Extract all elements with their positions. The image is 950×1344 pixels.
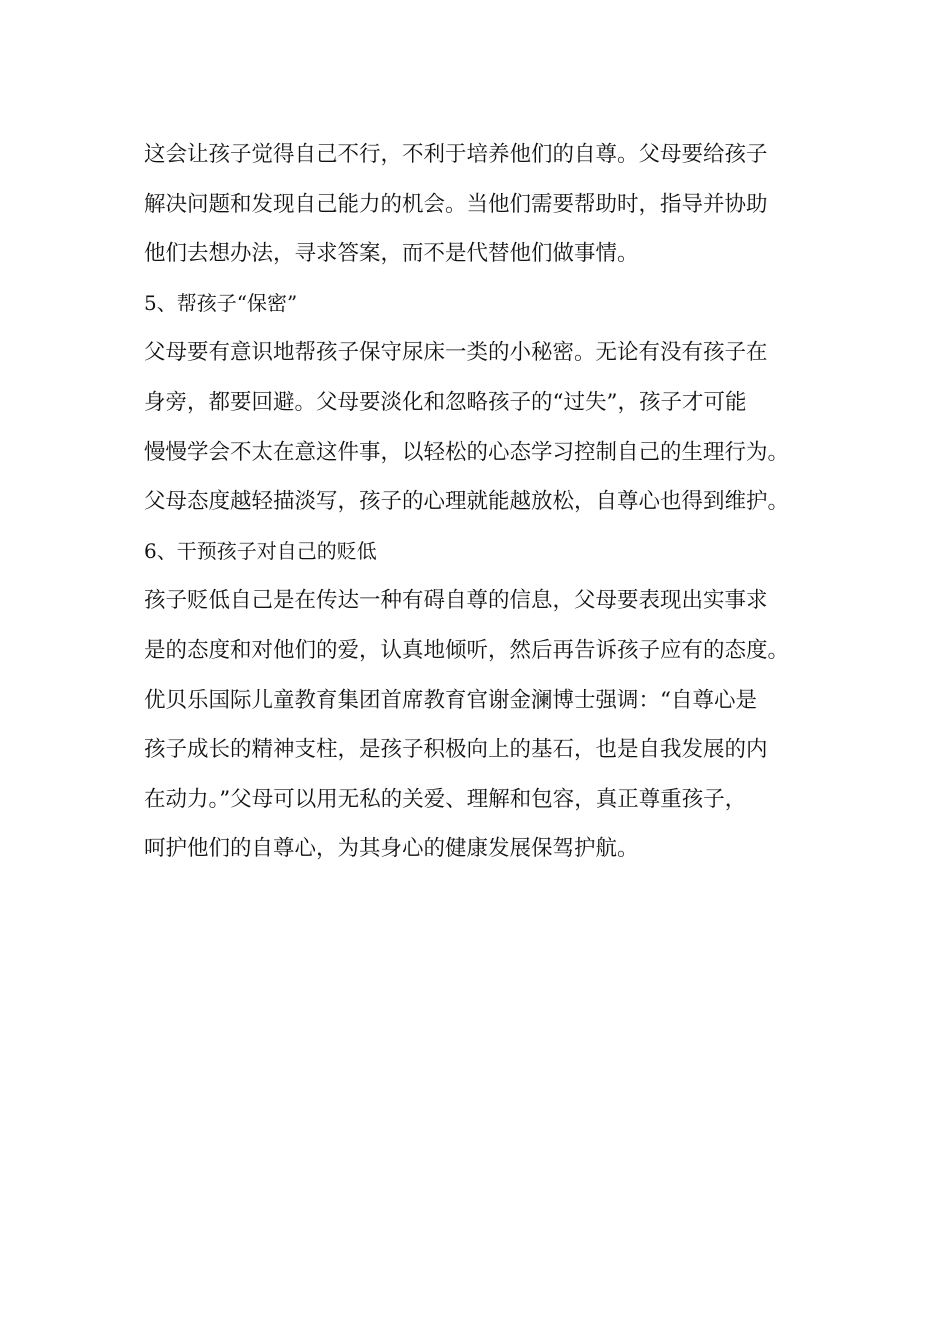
paragraph-line: 在动力。”父母可以用无私的关爱、理解和包容，真正尊重孩子，	[144, 786, 747, 812]
paragraph-line: 优贝乐国际儿童教育集团首席教育官谢金澜博士强调：“自尊心是	[144, 687, 757, 713]
paragraph-line: 这会让孩子觉得自己不行，不利于培养他们的自尊。父母要给孩子	[144, 142, 768, 167]
paragraph-line: 孩子贬低自己是在传达一种有碍自尊的信息，父母要表现出实事求	[144, 588, 768, 614]
paragraph-line: 他们去想办法，寻求答案，而不是代替他们做事情。	[144, 241, 639, 267]
section-heading-6: 6、干预孩子对自己的贬低	[144, 538, 377, 563]
paragraph-line: 孩子成长的精神支柱，是孩子积极向上的基石，也是自我发展的内	[144, 737, 768, 763]
paragraph-line: 身旁，都要回避。父母要淡化和忽略孩子的“过失”，孩子才可能	[144, 389, 747, 415]
paragraph-line: 父母要有意识地帮孩子保守尿床一类的小秘密。无论有没有孩子在	[144, 340, 768, 366]
paragraph-line: 呵护他们的自尊心，为其身心的健康发展保驾护航。	[144, 836, 639, 862]
paragraph-line: 是的态度和对他们的爱，认真地倾听，然后再告诉孩子应有的态度。	[144, 637, 790, 663]
paragraph-line: 慢慢学会不太在意这件事，以轻松的心态学习控制自己的生理行为。	[144, 439, 790, 465]
body-text	[144, 130, 834, 874]
paragraph-line: 解决问题和发现自己能力的机会。当他们需要帮助时，指导并协助	[144, 191, 768, 217]
section-heading-5: 5、帮孩子“保密”	[144, 290, 298, 315]
paragraph-line: 父母态度越轻描淡写，孩子的心理就能越放松，自尊心也得到维护。	[144, 489, 790, 515]
